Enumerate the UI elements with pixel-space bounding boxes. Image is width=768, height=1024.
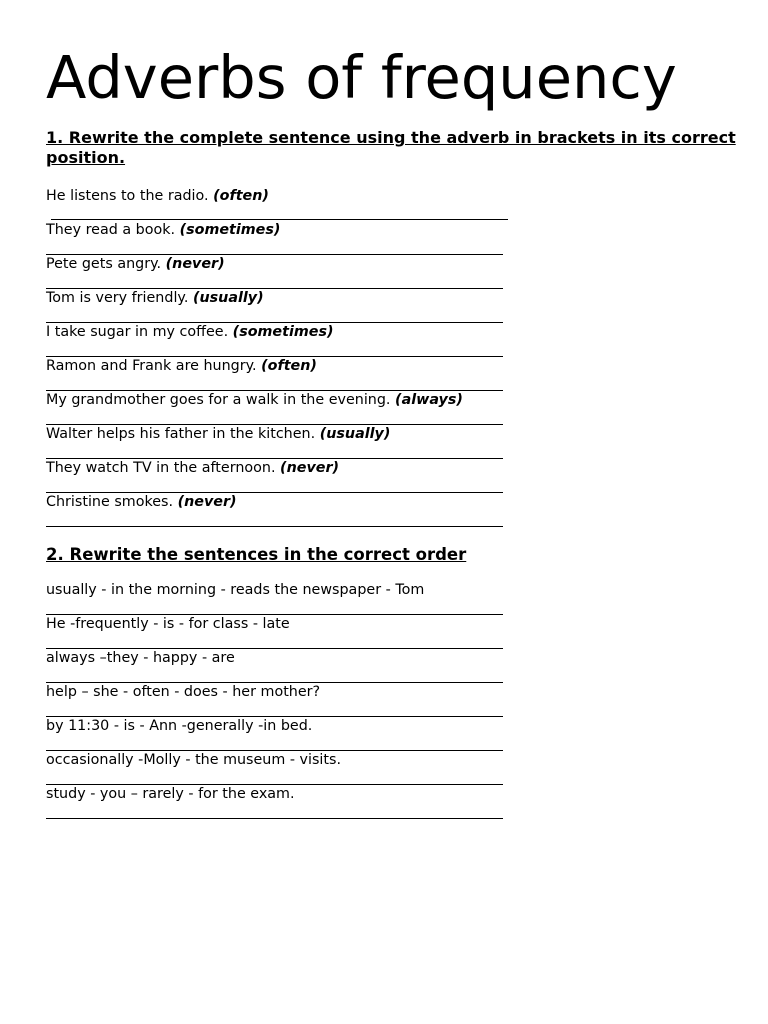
adverb-hint: (sometimes) bbox=[179, 222, 281, 238]
sentence-text: Ramon and Frank are hungry. bbox=[46, 358, 262, 374]
answer-line[interactable] bbox=[46, 818, 503, 819]
section-1-heading: 1. Rewrite the complete sentence using the adverb in brackets in its correct position. bbox=[46, 128, 736, 167]
adverb-hint: (usually) bbox=[319, 426, 391, 442]
adverb-hint: (often) bbox=[261, 358, 317, 374]
exercise-1-sentence bbox=[46, 255, 225, 273]
sentence-text: Walter helps his father in the kitchen. bbox=[46, 426, 320, 442]
adverb-hint: (sometimes) bbox=[232, 324, 334, 340]
exercise-2-words: by 11:30 - is - Ann -generally -in bed. bbox=[46, 718, 313, 734]
sentence-text: Christine smokes. bbox=[46, 494, 178, 510]
exercise-1-sentence bbox=[46, 187, 269, 205]
exercise-1-sentence bbox=[46, 425, 390, 443]
adverb-hint: (never) bbox=[165, 256, 225, 272]
exercise-1-sentence bbox=[46, 357, 317, 375]
answer-line[interactable] bbox=[51, 219, 508, 220]
adverb-hint: (usually) bbox=[192, 290, 264, 306]
sentence-text: They watch TV in the afternoon. bbox=[46, 460, 281, 476]
exercise-1-sentence bbox=[46, 323, 334, 341]
adverb-hint: (never) bbox=[177, 494, 237, 510]
exercise-2-words: He -frequently - is - for class - late bbox=[46, 616, 290, 632]
exercise-1-sentence bbox=[46, 221, 280, 239]
sentence-text: They read a book. bbox=[46, 222, 180, 238]
exercise-1-sentence bbox=[46, 493, 237, 511]
sentence-text: Tom is very friendly. bbox=[46, 290, 193, 306]
sentence-text: I take sugar in my coffee. bbox=[46, 324, 233, 340]
exercise-2-words: occasionally -Molly - the museum - visits. bbox=[46, 752, 341, 768]
sentence-text: He listens to the radio. bbox=[46, 188, 214, 204]
answer-line[interactable] bbox=[46, 526, 503, 527]
adverb-hint: (never) bbox=[280, 460, 340, 476]
exercise-2-words: help – she - often - does - her mother? bbox=[46, 684, 321, 700]
exercise-1-sentence bbox=[46, 289, 264, 307]
exercise-1-sentence bbox=[46, 459, 339, 477]
exercise-2-words: usually - in the morning - reads the newspaper - Tom bbox=[46, 582, 425, 598]
adverb-hint: (always) bbox=[395, 392, 463, 408]
exercise-1-sentence bbox=[46, 391, 463, 409]
exercise-2-words: study - you – rarely - for the exam. bbox=[46, 786, 295, 802]
adverb-hint: (often) bbox=[213, 188, 269, 204]
sentence-text: My grandmother goes for a walk in the evening. bbox=[46, 392, 396, 408]
section-2-heading: 2. Rewrite the sentences in the correct order bbox=[46, 545, 467, 564]
sentence-text: Pete gets angry. bbox=[46, 256, 166, 272]
worksheet-title: Adverbs of frequency bbox=[46, 43, 677, 112]
exercise-2-words: always –they - happy - are bbox=[46, 650, 235, 666]
